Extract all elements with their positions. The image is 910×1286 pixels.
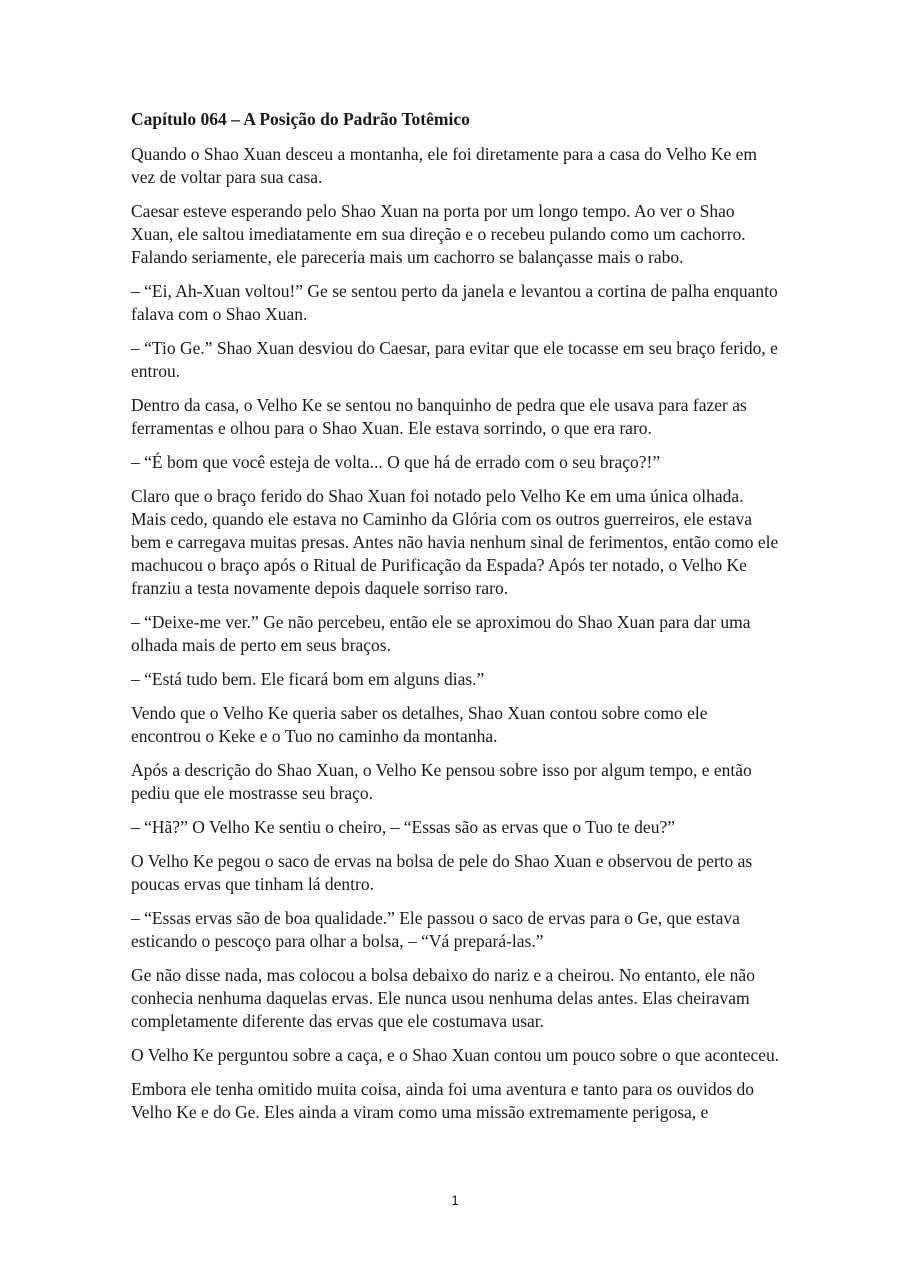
paragraph-4: – “Tio Ge.” Shao Xuan desviou do Caesar, para evitar que ele tocasse em seu braço ferido, e entrou. — [131, 338, 778, 381]
paragraph-17: Embora ele tenha omitido muita coisa, ainda foi uma aventura e tanto para os ouvidos do Velho Ke e do Ge. Eles ainda a viram como uma missão extremamente perigosa, e — [131, 1079, 755, 1122]
paragraph-3: – “Ei, Ah-Xuan voltou!” Ge se sentou perto da janela e levantou a cortina de palha enquanto falava com o Shao Xuan. — [131, 281, 778, 324]
paragraph-14: – “Essas ervas são de boa qualidade.” Ele passou o saco de ervas para o Ge, que estava esticando o pescoço para olhar a bolsa, – “Vá prepará-las.” — [131, 908, 740, 951]
paragraph-6: – “É bom que você esteja de volta... O que há de errado com o seu braço?!” — [131, 452, 661, 472]
paragraph-1: Quando o Shao Xuan desceu a montanha, ele foi diretamente para a casa do Velho Ke em vez de voltar para sua casa. — [131, 144, 758, 187]
page-number: 1 — [451, 1192, 459, 1208]
paragraph-12: – “Hã?” O Velho Ke sentiu o cheiro, – “Essas são as ervas que o Tuo te deu?” — [131, 817, 675, 837]
paragraph-11: Após a descrição do Shao Xuan, o Velho Ke pensou sobre isso por algum tempo, e então pediu que ele mostrasse seu braço. — [131, 760, 752, 803]
paragraph-10: Vendo que o Velho Ke queria saber os detalhes, Shao Xuan contou sobre como ele encontrou o Keke e o Tuo no caminho da montanha. — [131, 703, 708, 746]
paragraph-16: O Velho Ke perguntou sobre a caça, e o Shao Xuan contou um pouco sobre o que aconteceu. — [131, 1045, 780, 1065]
paragraph-13: O Velho Ke pegou o saco de ervas na bolsa de pele do Shao Xuan e observou de perto as poucas ervas que tinham lá dentro. — [131, 851, 753, 894]
page-content — [131, 108, 781, 1135]
paragraph-5: Dentro da casa, o Velho Ke se sentou no banquinho de pedra que ele usava para fazer as ferramentas e olhou para o Shao Xuan. Ele estava sorrindo, o que era raro. — [131, 395, 747, 438]
paragraph-9: – “Está tudo bem. Ele ficará bom em alguns dias.” — [131, 669, 485, 689]
paragraph-15: Ge não disse nada, mas colocou a bolsa debaixo do nariz e a cheirou. No entanto, ele não conhecia nenhuma daquelas ervas. Ele nunca usou nenhuma delas antes. Elas cheiravam completamente diferente das ervas que ele costumava usar. — [131, 965, 755, 1031]
chapter-title: Capítulo 064 – A Posição do Padrão Totêmico — [131, 109, 470, 129]
paragraph-8: – “Deixe-me ver.” Ge não percebeu, então ele se aproximou do Shao Xuan para dar uma olhada mais de perto em seus braços. — [131, 612, 751, 655]
paragraph-2: Caesar esteve esperando pelo Shao Xuan na porta por um longo tempo. Ao ver o Shao Xuan, ele saltou imediatamente em sua direção e o recebeu pulando como um cachorro. Falando seriamente, ele pareceria mais um cachorro se balançasse mais o rabo. — [131, 201, 746, 267]
paragraph-7: Claro que o braço ferido do Shao Xuan foi notado pelo Velho Ke em uma única olhada. Mais cedo, quando ele estava no Caminho da Glória com os outros guerreiros, ele estava bem e carregava muitas presas. Antes não havia nenhum sinal de ferimentos, então como ele machucou o braço após o Ritual de Purificação da Espada? Após ter notado, o Velho Ke franziu a testa novamente depois daquele sorriso raro. — [131, 486, 779, 598]
